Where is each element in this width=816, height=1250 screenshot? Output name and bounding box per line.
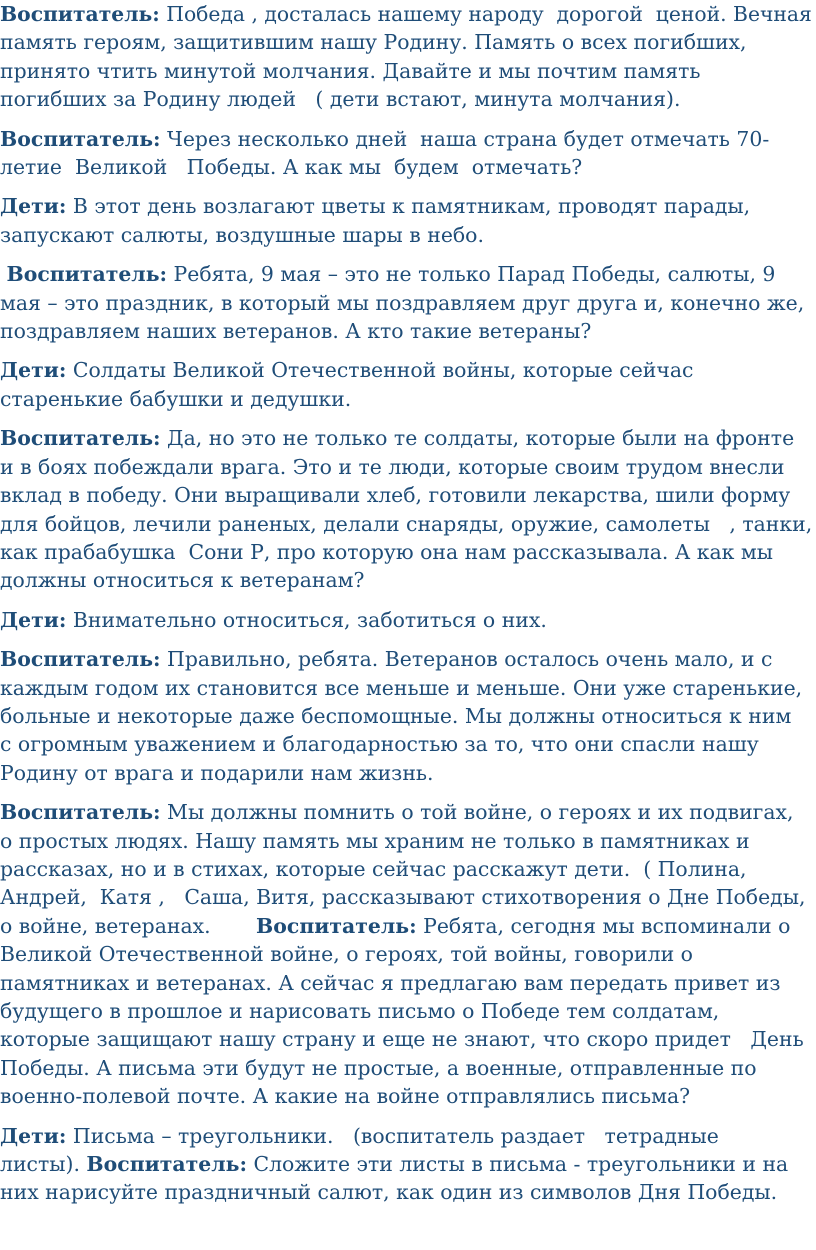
text-line — [0, 57, 812, 85]
speaker-label: Воспитатель: — [0, 647, 161, 672]
speaker-label: Воспитатель: — [256, 913, 417, 938]
line-text: запускают салюты, воздушные шары в небо. — [0, 222, 484, 247]
text-line — [0, 356, 812, 384]
text-line — [0, 1178, 812, 1206]
text-line — [0, 1025, 812, 1053]
line-text: мая – это праздник, в который мы поздравляем друг друга и, конечно же, — [0, 290, 805, 315]
text-line — [0, 798, 812, 826]
line-text: должны относиться к ветеранам? — [0, 568, 365, 593]
line-text: В этот день возлагают цветы к памятникам, проводят парады, — [66, 194, 751, 219]
line-text: Солдаты Великой Отечественной войны, которые сейчас — [66, 358, 694, 383]
line-text: Ребята, 9 мая – это не только Парад Победы, салюты, 9 — [167, 262, 776, 287]
text-line — [0, 912, 812, 940]
text-line — [0, 481, 812, 509]
line-text: как прабабушка Сони Р, про которую она нам рассказывала. А как мы — [0, 539, 774, 564]
line-text: старенькие бабушки и дедушки. — [0, 386, 352, 411]
line-text: Да, но это не только те солдаты, которые были на фронте — [160, 426, 795, 451]
text-line — [0, 827, 812, 855]
line-text: память героям, защитившим нашу Родину. Память о всех погибших, — [0, 30, 747, 55]
text-line — [0, 1054, 812, 1082]
text-line — [0, 606, 812, 634]
line-text: о простых людях. Нашу память мы храним не только в памятниках и — [0, 828, 750, 853]
speaker-label: Воспитатель: — [0, 126, 161, 151]
text-line — [0, 1082, 812, 1110]
text-line — [0, 385, 812, 413]
text-line — [0, 453, 812, 481]
line-text: Победа , досталась нашему народу дорогой ценой. Вечная — [159, 2, 812, 26]
speaker-label: Дети: — [0, 358, 67, 383]
speaker-label: Дети: — [0, 1123, 67, 1148]
line-text: вклад в победу. Они выращивали хлеб, готовили лекарства, шили форму — [0, 483, 791, 508]
line-text: с огромным уважением и благодарностью за то, что они спасли нашу — [0, 732, 759, 757]
line-text: летие Великой Победы. А как мы будем отмечать? — [0, 155, 583, 180]
text-line — [0, 85, 812, 113]
text-line — [0, 997, 812, 1025]
text-line — [0, 855, 812, 883]
text-line — [0, 759, 812, 787]
text-line — [0, 674, 812, 702]
line-text: Родину от врага и подарили нам жизнь. — [0, 760, 434, 785]
line-text: рассказах, но и в стихах, которые сейчас расскажут дети. ( Полина, — [0, 856, 747, 881]
text-line — [0, 260, 812, 288]
dialogue-paragraph — [0, 192, 816, 249]
line-text: принято чтить минутой молчания. Давайте и мы почтим память — [0, 58, 701, 83]
text-line — [0, 1122, 812, 1150]
text-line — [0, 192, 812, 220]
line-text: Великой Отечественной войне, о героях, той войны, говорили о — [0, 942, 693, 967]
line-text: Ребята, сегодня мы вспоминали о — [416, 913, 791, 938]
text-line — [0, 702, 812, 730]
speaker-label: Воспитатель: — [0, 800, 161, 825]
text-line — [0, 424, 812, 452]
text-line — [0, 125, 812, 153]
line-text: поздравляем наших ветеранов. А кто такие ветераны? — [0, 319, 592, 344]
text-line — [0, 0, 812, 28]
line-text: будущего в прошлое и нарисовать письмо о Победе тем солдатам, — [0, 999, 720, 1023]
text-line — [0, 221, 812, 249]
line-text: Победы. А письма эти будут не простые, а военные, отправленные по — [0, 1055, 757, 1080]
speaker-label: Воспитатель: — [0, 426, 161, 451]
dialogue-paragraph — [0, 1122, 816, 1207]
line-text: них нарисуйте праздничный салют, как один из символов Дня Победы. — [0, 1180, 778, 1205]
line-text: Андрей, Катя , Саша, Витя, рассказывают стихотворения о Дне Победы, — [0, 885, 806, 910]
line-text: Внимательно относиться, заботиться о них. — [66, 607, 547, 632]
text-line — [0, 1150, 812, 1178]
speaker-label: Дети: — [0, 607, 67, 632]
dialogue-paragraph — [0, 356, 816, 413]
line-text: Мы должны помнить о той войне, о героях и их подвигах, — [160, 800, 794, 825]
line-text: Правильно, ребята. Ветеранов осталось очень мало, и с — [160, 647, 773, 672]
text-line — [0, 538, 812, 566]
text-line — [0, 28, 812, 56]
text-line — [0, 317, 812, 345]
dialogue-paragraph — [0, 606, 816, 634]
text-line — [0, 566, 812, 594]
line-text: о войне, ветеранах. — [0, 913, 257, 938]
line-text: военно-полевой почте. А какие на войне отправлялись письма? — [0, 1084, 691, 1109]
speaker-label: Воспитатель: — [86, 1152, 248, 1177]
dialogue-paragraph — [0, 798, 816, 1110]
line-text: которые защищают нашу страну и еще не знают, что скоро придет День — [0, 1027, 804, 1052]
line-text: листы). — [0, 1152, 87, 1177]
dialogue-paragraph — [0, 645, 816, 787]
dialogue-paragraph — [0, 125, 816, 182]
dialogue-paragraph — [0, 0, 816, 114]
line-text: Сложите эти листы в письма - треугольники и на — [247, 1152, 789, 1177]
line-text: и в боях побеждали врага. Это и те люди, которые своим трудом внесли — [0, 454, 785, 479]
text-line — [0, 883, 812, 911]
line-text: для бойцов, лечили раненых, делали снаряды, оружие, самолеты , танки, — [0, 511, 813, 536]
text-line — [0, 289, 812, 317]
speaker-label: Дети: — [0, 194, 67, 219]
speaker-label: Воспитатель: — [6, 262, 168, 287]
speaker-label: Воспитатель: — [0, 2, 160, 26]
text-line — [0, 645, 812, 673]
text-line — [0, 730, 812, 758]
text-line — [0, 510, 812, 538]
line-text: каждым годом их становится все меньше и меньше. Они уже старенькие, — [0, 675, 803, 700]
line-text: больные и некоторые даже беспомощные. Мы должны относиться к ним — [0, 703, 792, 728]
line-text: памятниках и ветеранах. А сейчас я предлагаю вам передать привет из — [0, 970, 781, 995]
dialogue-paragraph — [0, 260, 816, 345]
line-text: погибших за Родину людей ( дети встают, минута молчания). — [0, 87, 681, 112]
line-text: Через несколько дней наша страна будет отмечать 70- — [160, 126, 770, 151]
text-line — [0, 153, 812, 181]
line-text: Письма – треугольники. (воспитатель раздает тетрадные — [66, 1123, 719, 1148]
dialogue-paragraph — [0, 424, 816, 594]
text-line — [0, 940, 812, 968]
text-line — [0, 969, 812, 997]
